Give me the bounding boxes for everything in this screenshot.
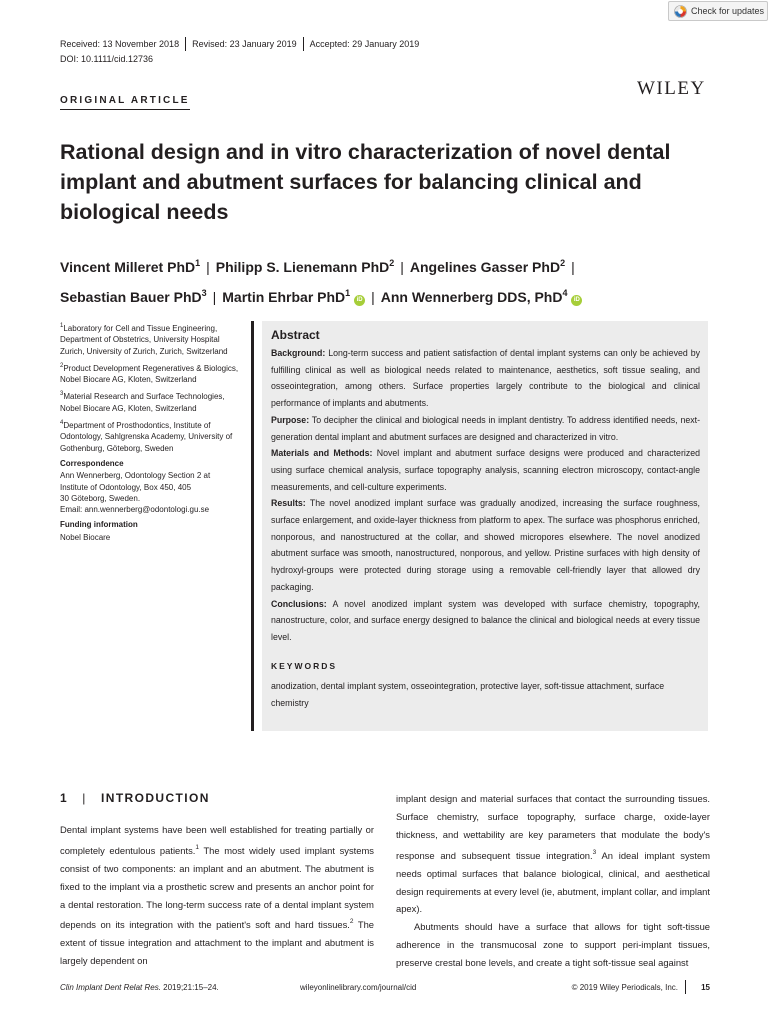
abstract-section-label: Results:	[271, 498, 306, 509]
body-text: The extent of tissue integration and attachment to the implant and abutment is largely dependent on	[60, 919, 375, 967]
author-separator: |	[571, 259, 575, 275]
body-text: implant design and material surfaces that contact the surrounding tissues. Surface chemistry, surface topography, surface charge, oxide-layer thickness, and wettability are key parameters that modulate the body's response and subsequent tissue integration.	[396, 793, 710, 861]
body-paragraph: Abutments should have a surface that allows for tight soft-tissue adherence in the transmucosal zone to support peri-implant tissues, preserve crestal bone levels, and create a tight soft-tissue seal against	[396, 921, 710, 969]
section-number: 1	[60, 791, 69, 805]
date-divider	[303, 37, 304, 51]
page-number: 15	[701, 983, 710, 992]
abstract-section-label: Purpose:	[271, 414, 310, 425]
check-updates-label: Check for updates	[691, 6, 765, 16]
author-affiliation-mark: 1	[195, 258, 201, 268]
footer-divider	[685, 980, 686, 994]
abstract-section-text: Long-term success and patient satisfaction of dental implant systems can only be achieved by fulfilling clinical as well as biological needs related to maintenance, aesthetics, soft tissue sealing, and osseointegration, among others. Surface properties largely contribute to the biological and clinical performance of implants and abutments.	[271, 348, 700, 409]
affiliation-text: Material Research and Surface Technologies, Nobel Biocare AG, Kloten, Switzerland	[60, 392, 225, 413]
abstract-divider	[251, 321, 254, 731]
section-heading	[60, 790, 374, 808]
correspondence-line: Ann Wennerberg, Odontology Section 2 at	[60, 471, 211, 481]
body-text: An ideal implant system needs optimal surfaces that balance biological, clinical, and aesthetical design requirements at every level (ie, abutment, implant collar, and implant apex).	[396, 849, 711, 915]
article-type: ORIGINAL ARTICLE	[60, 95, 190, 110]
publisher-logo: WILEY	[637, 78, 706, 99]
author-name: Martin Ehrbar PhD	[222, 289, 346, 305]
correspondence-line: 30 Göteborg, Sweden.	[60, 493, 141, 503]
author-affiliation-mark: 3	[201, 288, 207, 298]
section-title: INTRODUCTION	[101, 791, 210, 805]
keywords: anodization, dental implant system, osseointegration, protective layer, soft-tissue attachment, surface chemistry	[271, 681, 665, 709]
page-footer	[60, 980, 710, 996]
affiliation-number: 4	[60, 420, 64, 427]
author-affiliation-mark: 2	[560, 258, 566, 268]
journal-citation	[60, 983, 219, 992]
journal-url[interactable]: wileyonlinelibrary.com/journal/cid	[300, 983, 417, 992]
abstract-section-text: The novel anodized implant surface was gradually anodized, increasing the surface roughness, surface enlargement, and oxide-layer thickness from platform to apex. The surface was phosphorus enriched, nonporous, and nanostructured at the collar, and showed micropores elsewhere. The novel anodized abutment surface was smooth, nanostructured, nonporous, and yellow. Pristine surfaces with high density of hydroxyl-groups were protected during storage using a removable cell-friendly layer that allowed dry packaging.	[271, 498, 700, 592]
citation-ref[interactable]: 1	[195, 843, 199, 851]
check-for-updates-button[interactable]	[668, 1, 768, 21]
affiliation-number: 3	[60, 391, 64, 398]
author-separator: |	[400, 259, 404, 275]
abstract-section-text: To decipher the clinical and biological needs in implant dentistry. To address identified needs, next-generation dental implant and abutment surfaces are designed and characterized in vitro.	[271, 414, 700, 442]
orcid-icon[interactable]: iD	[354, 295, 365, 306]
correspondence-line: Institute of Odontology, Box 450, 405	[60, 482, 192, 492]
affiliation-text: Product Development Regeneratives & Biologics, Nobel Biocare AG, Kloten, Switzerland	[60, 363, 239, 385]
copyright: © 2019 Wiley Periodicals, Inc.	[571, 983, 678, 992]
article-dates	[60, 37, 419, 51]
author-affiliation-mark: 4	[562, 288, 568, 298]
author-line-2	[60, 280, 720, 310]
correspondence-text	[60, 470, 245, 515]
author-name: Philipp S. Lienemann PhD	[215, 259, 390, 275]
affiliation	[60, 321, 245, 357]
body-text: Dental implant systems have been well established for treating partially or completely edentulous patients.	[60, 823, 374, 856]
abstract-section-text: Novel implant and abutment surface designs were produced and characterized using surface chemical analysis, surface topography analysis, scanning electron microscopy, contact-angle measurements, and cell-culture experiments.	[271, 448, 701, 492]
citation-details: 2019;21:15–24.	[160, 983, 219, 992]
author-name: Vincent Milleret PhD	[60, 259, 196, 275]
author-affiliation-mark: 1	[345, 288, 351, 298]
author-line-1	[60, 250, 720, 280]
funding-text: Nobel Biocare	[60, 532, 111, 542]
abstract-box	[262, 321, 708, 731]
keywords-heading: KEYWORDS	[271, 660, 338, 671]
paper-title: Rational design and in vitro characterization of novel dental implant and abutment surfaces for balancing clinical and biological needs	[60, 140, 671, 224]
author-affiliation-mark: 2	[389, 258, 395, 268]
citation-ref[interactable]: 3	[592, 848, 597, 856]
abstract-background	[271, 345, 700, 412]
check-updates-icon	[674, 5, 687, 18]
affiliation-text: Laboratory for Cell and Tissue Engineering, Department of Obstetrics, University Hospital Zurich, University of Zurich, Zurich, Switzerland	[60, 324, 228, 356]
author-name: Ann Wennerberg DDS, PhD	[380, 289, 563, 305]
abstract-heading: Abstract	[271, 328, 320, 342]
body-paragraph	[396, 790, 710, 918]
date-divider	[185, 37, 186, 51]
author-separator: |	[212, 289, 217, 305]
abstract-conclusions	[271, 596, 700, 646]
funding-label: Funding information	[60, 520, 138, 530]
body-column-right	[396, 790, 710, 972]
received-date: Received: 13 November 2018	[60, 39, 180, 49]
section-divider: |	[82, 791, 87, 805]
affiliation-text: Department of Prosthodontics, Institute of Odontology, Sahlgrenska Academy, University of Gothenburg, Göteborg, Sweden	[60, 421, 233, 453]
revised-date: Revised: 23 January 2019	[192, 39, 297, 49]
abstract-section-label: Conclusions:	[271, 598, 327, 609]
author-separator: |	[206, 259, 210, 275]
body-paragraph	[60, 821, 374, 970]
abstract-results	[271, 495, 700, 595]
orcid-icon[interactable]: iD	[571, 295, 582, 306]
correspondence-label: Correspondence	[60, 458, 124, 468]
abstract-methods	[271, 445, 700, 495]
abstract-section-text: A novel anodized implant system was developed with surface chemistry, topography, nanostructure, color, and surface energy designed to balance the clinical and biological needs at every tissue level.	[271, 598, 700, 642]
accepted-date: Accepted: 29 January 2019	[309, 39, 420, 49]
correspondence-email[interactable]: Email: ann.wennerberg@odontologi.gu.se	[60, 505, 210, 515]
affiliation-number: 1	[60, 323, 64, 329]
affiliations-column	[60, 321, 245, 543]
affiliation	[60, 361, 245, 386]
journal-name: Clin Implant Dent Relat Res.	[60, 983, 161, 992]
affiliation	[60, 418, 245, 454]
author-name: Sebastian Bauer PhD	[60, 289, 202, 305]
author-list	[60, 250, 720, 310]
body-text: The most widely used implant systems consist of two components: an implant and an abutment. The abutment is fixed to the implant via a prosthetic screw and presents an anchor point for a dental restoration. The long-term success rate of a dental implant system depends on its integration with the patient's soft and hard tissues.	[60, 844, 374, 931]
affiliation	[60, 389, 245, 414]
abstract-section-label: Materials and Methods:	[271, 448, 373, 459]
abstract-purpose	[271, 412, 700, 445]
citation-ref[interactable]: 2	[349, 918, 354, 926]
author-separator: |	[371, 289, 375, 305]
doi: DOI: 10.1111/cid.12736	[60, 54, 154, 64]
affiliation-number: 2	[60, 362, 64, 369]
author-name: Angelines Gasser PhD	[409, 259, 561, 275]
abstract-section-label: Background:	[271, 348, 326, 358]
body-column-left	[60, 790, 374, 970]
